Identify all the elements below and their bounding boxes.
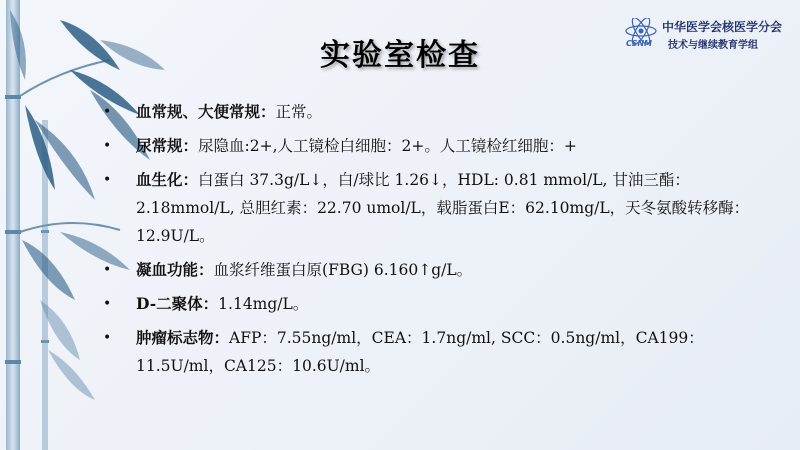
- item-text: 血浆纤维蛋白原(FBG) 6.160↑g/L。: [213, 261, 473, 279]
- logo-sub-name: 技术与继续教育学组: [668, 40, 758, 51]
- list-item-urine: [103, 132, 773, 160]
- item-label: 血常规、大便常规：: [136, 102, 276, 121]
- item-text: 1.14mg/L。: [218, 295, 309, 313]
- logo-org-name: 中华医学会核医学分会: [662, 20, 783, 34]
- item-text: 尿隐血:2+,人工镜检白细胞：2+。人工镜检红细胞：+: [198, 137, 577, 155]
- item-text: 白蛋白 37.3g/L↓，白/球比 1.26↓，HDL: 0.81 mmol/L, 甘油三酯：2.18mmol/L, 总胆红素：22.70 umol/L，载脂蛋白E：62.10mg/L，天冬氨酸转移酶：12.9U/L。: [136, 171, 750, 245]
- bullet-icon: •: [103, 104, 112, 120]
- item-label: 肿瘤标志物：: [136, 328, 230, 347]
- bullet-icon: •: [103, 330, 112, 346]
- item-text: AFP：7.55ng/ml，CEA：1.7ng/ml, SCC：0.5ng/ml，CA199：11.5U/ml，CA125：10.6U/ml。: [136, 329, 704, 375]
- item-label: 尿常规：: [136, 136, 199, 155]
- logo-abbreviation: CSNM: [626, 39, 653, 48]
- item-label: 血生化：: [136, 170, 199, 189]
- bullet-icon: •: [103, 296, 112, 312]
- list-item-biochemistry: [103, 166, 773, 250]
- bullet-icon: •: [103, 172, 112, 188]
- list-item-routine: [103, 98, 773, 126]
- lab-results-list: [103, 98, 773, 386]
- list-item-coagulation: [103, 256, 773, 284]
- item-label: D-二聚体：: [136, 294, 219, 313]
- list-item-d-dimer: [103, 290, 773, 318]
- list-item-tumor-markers: [103, 324, 773, 380]
- bullet-icon: •: [103, 138, 112, 154]
- bullet-icon: •: [103, 262, 112, 278]
- slide-title: 实验室检查: [320, 38, 480, 73]
- item-label: 凝血功能：: [136, 260, 214, 279]
- item-text: 正常。: [275, 103, 323, 121]
